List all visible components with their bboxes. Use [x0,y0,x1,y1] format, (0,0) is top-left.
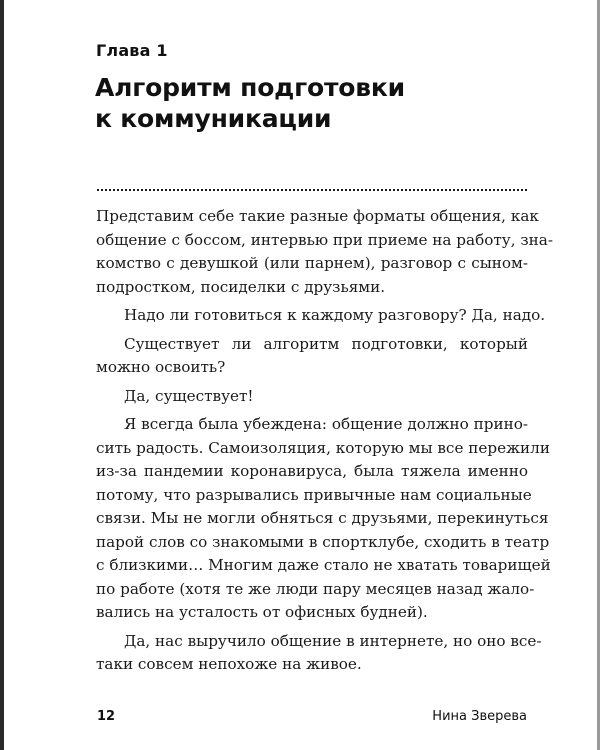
text-line: Представим себе такие разные форматы общения, как [96,207,539,225]
chapter-label: Глава 1 [96,41,168,60]
paragraph [96,205,553,299]
text-line: таки совсем непохоже на живое. [96,655,362,673]
text-line: с близкими… Многим даже стало не хватать товарищей [96,556,551,574]
paragraph [96,333,528,380]
text-line: Да, существует! [124,386,254,405]
chapter-title [95,72,535,134]
text-line: связи. Мы не могли обняться с друзьями, перекинуться [96,509,549,527]
text-line: сить радость. Самоизоляция, которую мы все пережили [96,438,550,457]
text-line: Надо ли готовиться к каждому разговору? Да, надо. [124,306,546,324]
text-line: Да, нас выручило общение в интернете, но оно все- [124,631,542,650]
text-line: Я всегда была убеждена: общение должно прино- [124,415,528,433]
text-line: можно освоить? [96,358,226,376]
paragraph [96,385,528,409]
text-line: потому, что разрывались привычные нам социальные [96,485,532,504]
text-line: парой слов со знакомыми в спортклубе, сходить в театр [96,532,550,551]
text-line: вались на усталость от офисных будней). [96,603,428,621]
page-number: 12 [97,709,116,724]
page-edge-left [0,0,4,750]
running-head-author: Нина Зверева [432,709,527,724]
dotted-separator [97,189,527,191]
paragraph [96,304,546,328]
paragraph [96,630,542,677]
body-text [96,205,553,682]
text-line: подростком, посиделки с друзьями. [96,277,386,296]
paragraph [96,413,551,625]
text-line: комство с девушкой (или парнем), разговор с сыном- [96,254,528,272]
text-line: общение с боссом, интервью при приеме на работу, зна- [96,230,553,249]
chapter-title-line: к коммуникации [95,104,332,133]
text-line: по работе (хотя те же люди пару месяцев назад жало- [96,579,535,598]
chapter-title-line: Алгоритм подготовки [95,73,405,102]
text-line: из-за пандемии коронавируса, была тяжела именно [96,462,528,480]
text-line: Существует ли алгоритм подготовки, который [124,334,528,353]
